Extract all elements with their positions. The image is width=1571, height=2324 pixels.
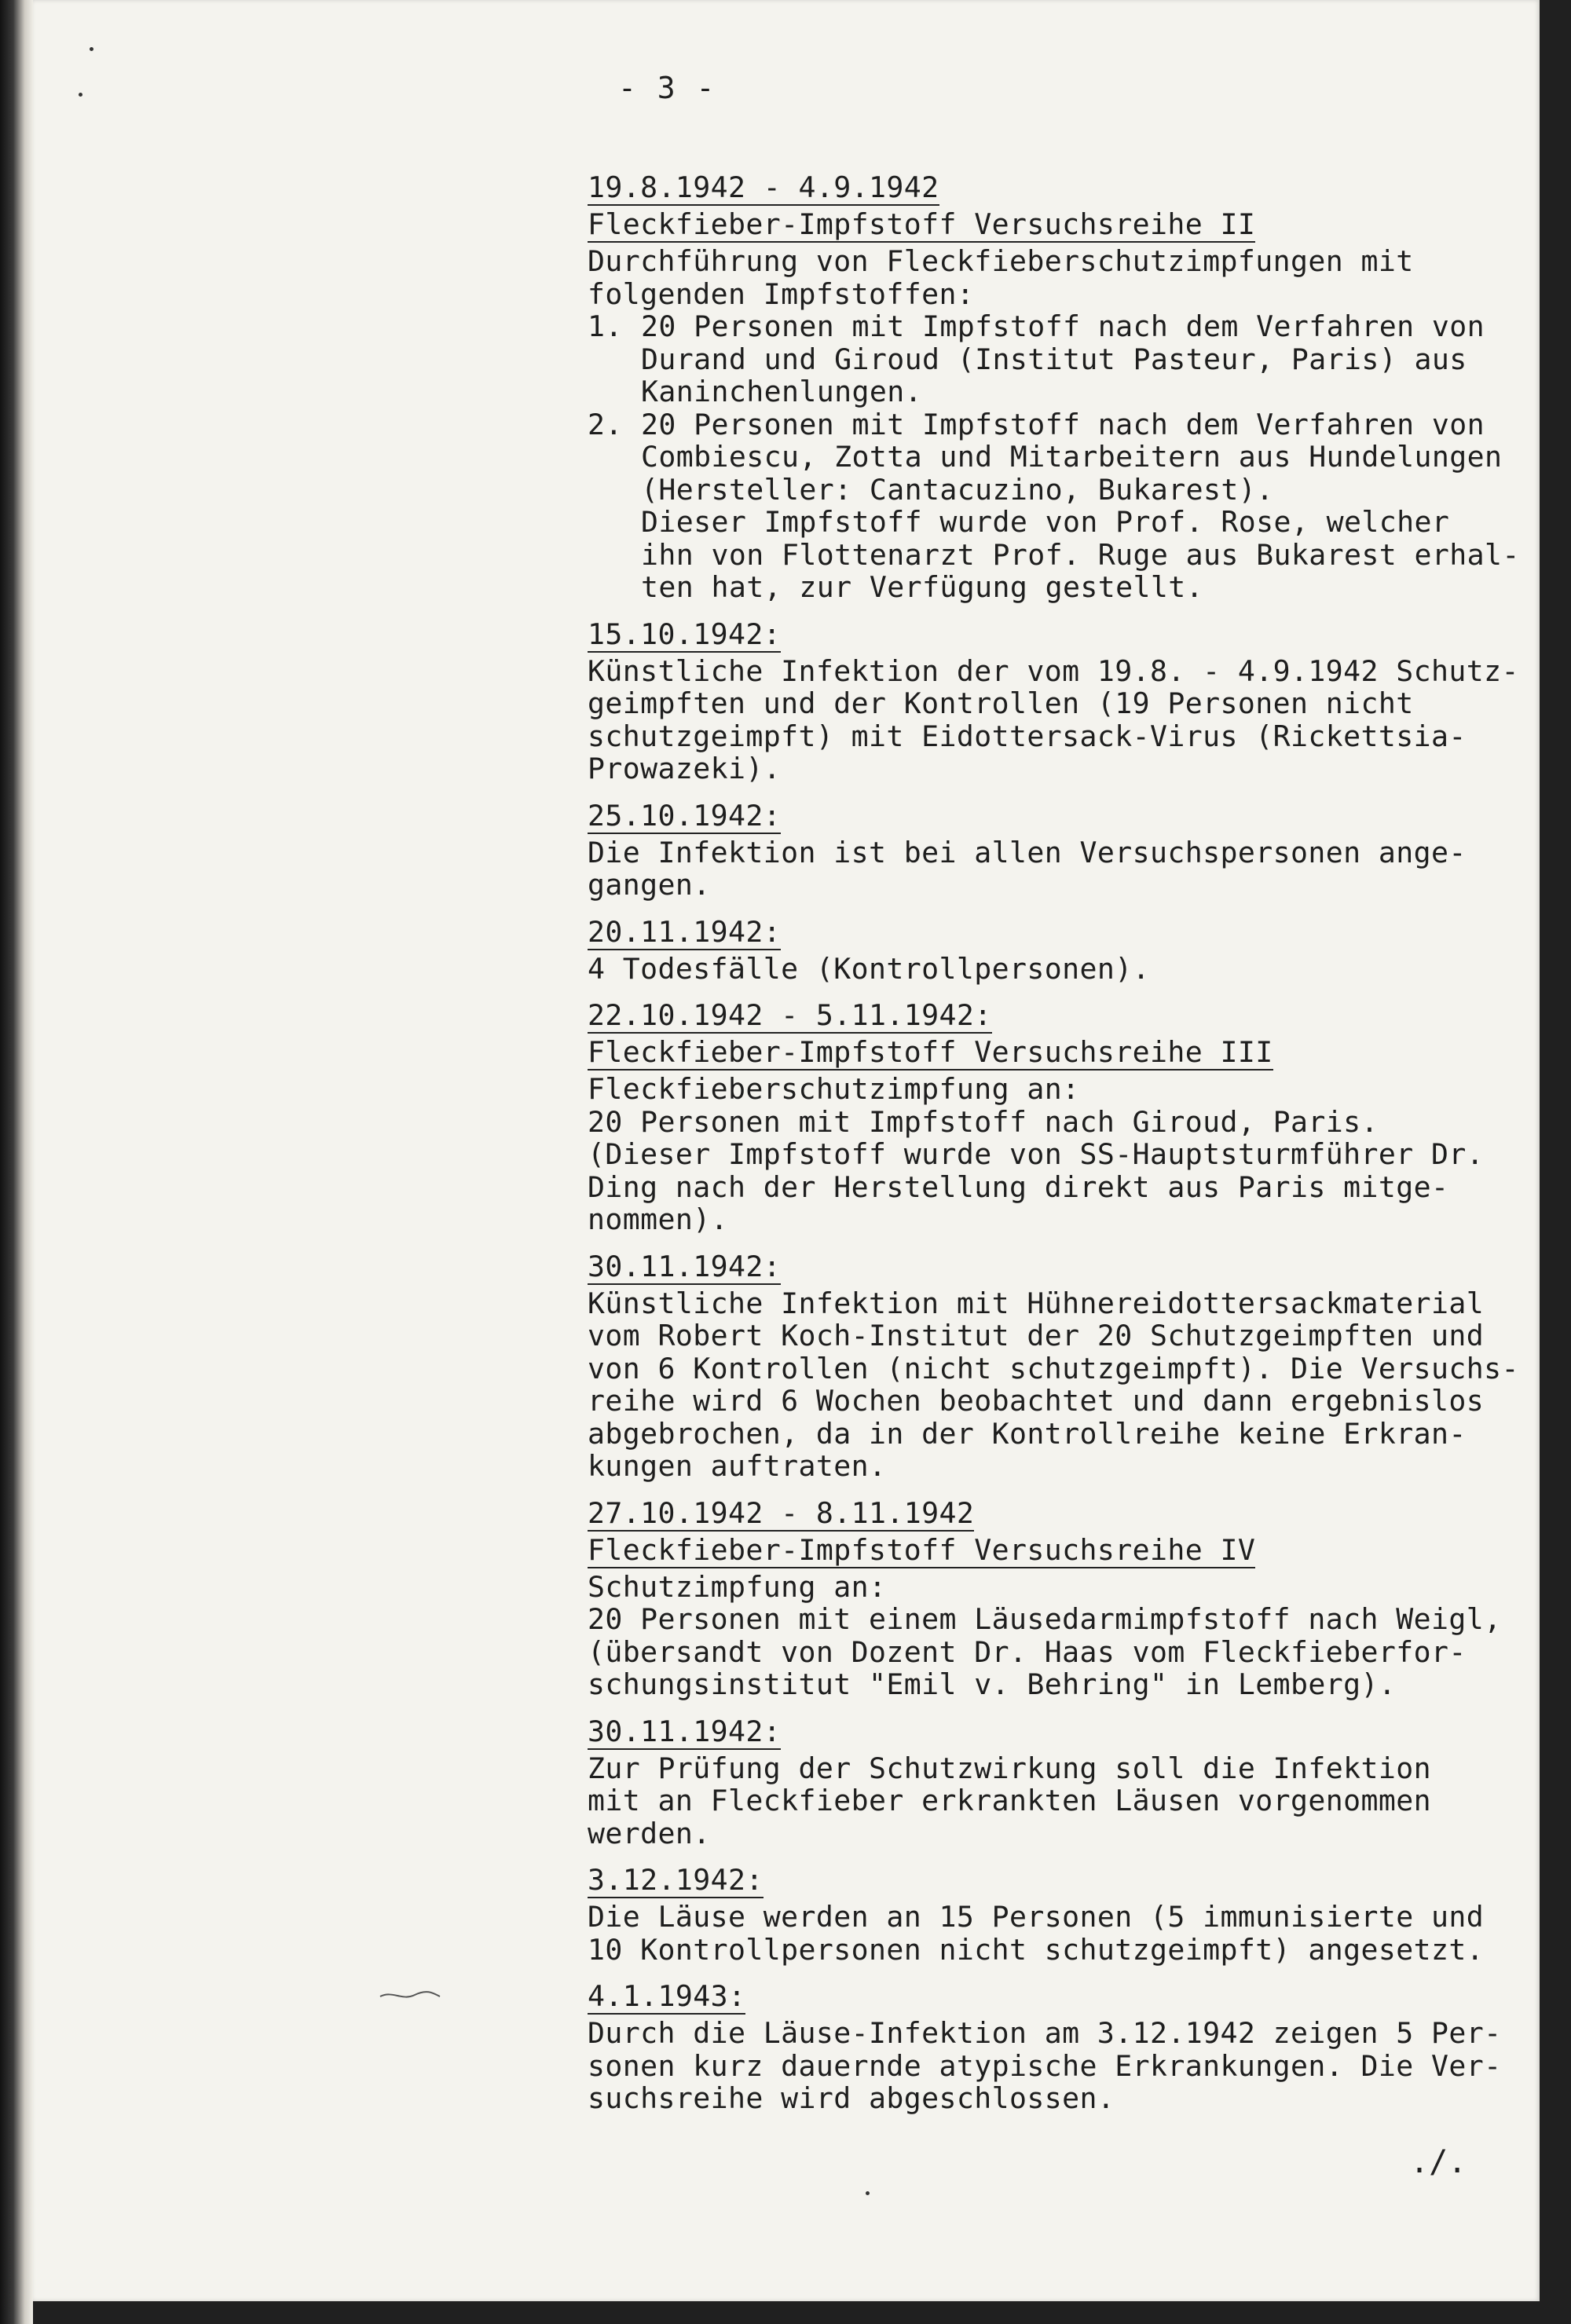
text-line: 20 Personen mit Impfstoff nach Giroud, Paris. xyxy=(588,1104,1379,1139)
journal-entry xyxy=(588,1497,1522,1701)
journal-entry xyxy=(588,916,1522,986)
text-line: 10 Kontrollpersonen nicht schutzgeimpft) angesetzt. xyxy=(588,1932,1485,1967)
text-line: gangen. xyxy=(588,868,711,902)
text-line: geimpften und der Kontrollen (19 Personen nicht xyxy=(588,686,1414,720)
text-line: Durchführung von Fleckfieberschutzimpfungen mit xyxy=(588,244,1414,278)
entry-date: 27.10.1942 - 8.11.1942 xyxy=(588,1495,975,1530)
list-item xyxy=(588,408,1522,604)
text-line: Zur Prüfung der Schutzwirkung soll die Infektion xyxy=(588,1751,1431,1785)
series-heading: Fleckfieber-Impfstoff Versuchsreihe II xyxy=(588,207,1256,241)
continuation-mark: ./. xyxy=(1410,2144,1467,2180)
text-line: (Dieser Impfstoff wurde von SS-Hauptsturmführer Dr. xyxy=(588,1137,1485,1171)
text-line: sonen kurz dauernde atypische Erkrankungen. Die Ver- xyxy=(588,2048,1502,2083)
entry-date: 20.11.1942: xyxy=(588,914,782,949)
text-line: Durch die Läuse-Infektion am 3.12.1942 zeigen 5 Per- xyxy=(588,2016,1502,2050)
text-line: suchsreihe wird abgeschlossen. xyxy=(588,2081,1115,2115)
paper-speck xyxy=(90,47,93,51)
text-line: Dieser Impfstoff wurde von Prof. Rose, welcher xyxy=(641,505,1450,539)
series-heading: Fleckfieber-Impfstoff Versuchsreihe III xyxy=(588,1035,1273,1069)
entry-date: 22.10.1942 - 5.11.1942: xyxy=(588,998,992,1032)
series-heading: Fleckfieber-Impfstoff Versuchsreihe IV xyxy=(588,1532,1256,1567)
text-line: ten hat, zur Verfügung gestellt. xyxy=(641,570,1203,604)
text-line: schungsinstitut "Emil v. Behring" in Lemberg). xyxy=(588,1667,1397,1701)
journal-entry xyxy=(588,171,1522,604)
text-line: kungen auftraten. xyxy=(588,1449,887,1483)
text-line: 20 Personen mit Impfstoff nach dem Verfahren von xyxy=(641,309,1485,343)
text-line: Ding nach der Herstellung direkt aus Paris mitge- xyxy=(588,1169,1449,1204)
text-line: reihe wird 6 Wochen beobachtet und dann ergebnislos xyxy=(588,1384,1485,1418)
text-line: mit an Fleckfieber erkrankten Läusen vorgenommen xyxy=(588,1784,1431,1817)
text-line: vom Robert Koch-Institut der 20 Schutzgeimpften und xyxy=(588,1319,1485,1352)
text-line: 20 Personen mit einem Läusedarmimpfstoff nach Weigl, xyxy=(588,1602,1502,1636)
journal-entry xyxy=(588,999,1522,1236)
list-item xyxy=(588,310,1522,408)
text-line: Künstliche Infektion der vom 19.8. - 4.9.1942 Schutz- xyxy=(588,653,1519,688)
paper-speck xyxy=(866,2191,870,2195)
text-line: ihn von Flottenarzt Prof. Ruge aus Bukarest erhal- xyxy=(641,537,1520,572)
text-line: Die Infektion ist bei allen Versuchspersonen ange- xyxy=(588,835,1467,869)
entry-date: 30.11.1942: xyxy=(588,1249,782,1283)
entry-date: 25.10.1942: xyxy=(588,798,782,833)
journal-entry xyxy=(588,1715,1522,1850)
entry-date: 15.10.1942: xyxy=(588,617,782,651)
text-line: Prowazeki). xyxy=(588,752,782,785)
page-number: - 3 - xyxy=(618,71,716,105)
text-line: 20 Personen mit Impfstoff nach dem Verfahren von xyxy=(641,407,1485,441)
text-line: Fleckfieberschutzimpfung an: xyxy=(588,1072,1080,1106)
text-line: folgenden Impfstoffen: xyxy=(588,276,975,311)
text-line: (Hersteller: Cantacuzino, Bukarest). xyxy=(641,472,1274,507)
paper-speck xyxy=(79,93,82,97)
text-line: von 6 Kontrollen (nicht schutzgeimpft). Die Versuchs- xyxy=(588,1351,1519,1385)
list-number: 1. xyxy=(588,309,623,343)
text-line: (übersandt von Dozent Dr. Haas vom Fleckfieberfor- xyxy=(588,1634,1467,1669)
text-line: abgebrochen, da in der Kontrollreihe keine Erkran- xyxy=(588,1416,1467,1451)
text-line: werden. xyxy=(588,1816,711,1850)
text-line: Kaninchenlungen. xyxy=(641,375,922,408)
journal-entry xyxy=(588,1864,1522,1966)
journal-entry xyxy=(588,800,1522,902)
text-line: nommen). xyxy=(588,1202,728,1236)
entry-date: 4.1.1943: xyxy=(588,1979,746,2013)
journal-entry xyxy=(588,1250,1522,1483)
text-line: Durand und Giroud (Institut Pasteur, Paris) aus xyxy=(641,342,1467,376)
text-line: Combiescu, Zotta und Mitarbeitern aus Hundelungen xyxy=(641,440,1503,474)
binding-edge xyxy=(0,0,33,2324)
document-body xyxy=(588,171,1522,2129)
text-line: Die Läuse werden an 15 Personen (5 immunisierte und xyxy=(588,1900,1485,1934)
entry-date: 19.8.1942 - 4.9.1942 xyxy=(588,170,939,204)
journal-entry xyxy=(588,618,1522,785)
list-text xyxy=(641,408,1522,604)
text-line: schutzgeimpft) mit Eidottersack-Virus (Rickettsia- xyxy=(588,719,1467,753)
journal-entry xyxy=(588,1980,1522,2115)
entry-date: 3.12.1942: xyxy=(588,1863,764,1897)
text-line: Künstliche Infektion mit Hühnereidottersackmaterial xyxy=(588,1286,1485,1320)
text-line: 4 Todesfälle (Kontrollpersonen). xyxy=(588,951,1150,986)
list-number: 2. xyxy=(588,407,623,441)
pen-mark-icon xyxy=(379,1987,441,2003)
entry-date: 30.11.1942: xyxy=(588,1714,782,1748)
list-text xyxy=(641,310,1522,408)
text-line: Schutzimpfung an: xyxy=(588,1569,887,1604)
